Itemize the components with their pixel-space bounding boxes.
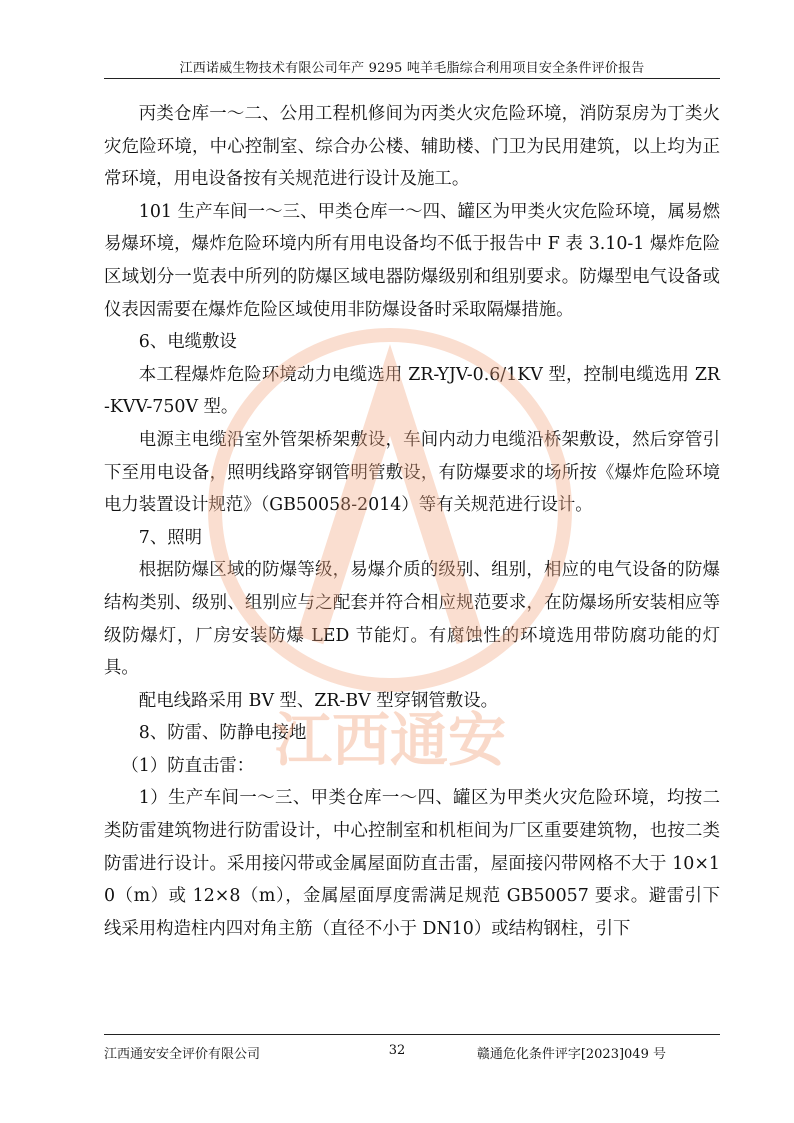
page-number: 32 <box>388 1043 406 1058</box>
footer-doc-number: 赣通危化条件评字[2023]049 号 <box>476 1047 666 1062</box>
sub-heading-direct-strike: （1）防直击雷： <box>121 755 255 776</box>
document-body <box>104 98 720 945</box>
footer-rule <box>104 1034 720 1035</box>
paragraph-6: 配电线路采用 BV 型、ZR-BV 型穿钢管敷设。 <box>138 690 498 711</box>
paragraph-1: 丙类仓库一～二、公用工程机修间为丙类火灾危险环境，消防泵房为丁类火灾危险环境，中心控制室、综合办公楼、辅助楼、门卫为民用建筑，以上均为正常环境，用电设备按有关规范进行设计及施工。 <box>104 104 720 190</box>
paragraph-3: 本工程爆炸危险环境动力电缆选用 ZR-YJV-0.6/1KV 型，控制电缆选用 ZR-KVV-750V 型。 <box>104 364 720 418</box>
paragraph-4: 电源主电缆沿室外管架桥架敷设，车间内动力电缆沿桥架敷设，然后穿管引下至用电设备，照明线路穿钢管明管敷设，有防爆要求的场所按《爆炸危险环境电力装置设计规范》（GB50058-2014）等有关规范进行设计。 <box>104 429 720 516</box>
watermark-text: 江西通安 <box>273 706 507 774</box>
page-header: 江西诺威生物技术有限公司年产 9295 吨羊毛脂综合利用项目安全条件评价报告 <box>179 61 645 76</box>
paragraph-2: 101 生产车间一～三、甲类仓库一～四、罐区为甲类火灾危险环境，属易燃易爆环境，爆炸危险环境内所有用电设备均不低于报告中 F 表 3.10-1 爆炸危险区域划分一览表中所列的防爆区域电器防爆级别和组别要求。防爆型电气设备或仪表因需要在爆炸危险区域使用非防爆设备时采取隔爆措施。 <box>104 201 720 320</box>
footer-company: 江西通安安全评价有限公司 <box>104 1047 261 1062</box>
section-heading-lighting: 7、照明 <box>138 527 203 548</box>
section-heading-lightning: 8、防雷、防静电接地 <box>138 723 307 744</box>
paragraph-5: 根据防爆区域的防爆等级，易爆介质的级别、组别，相应的电气设备的防爆结构类别、级别、组别应与之配套并符合相应规范要求，在防爆场所安装相应等级防爆灯，厂房安装防爆 LED 节能灯。有腐蚀性的环境选用带防腐功能的灯具。 <box>104 560 720 679</box>
section-heading-cable: 6、电缆敷设 <box>138 332 237 353</box>
paragraph-7: 1）生产车间一～三、甲类仓库一～四、罐区为甲类火灾危险环境，均按二类防雷建筑物进行防雷设计，中心控制室和机柜间为厂区重要建筑物，也按二类防雷进行设计。采用接闪带或金属屋面防直击雷，屋面接闪带网格不大于 10×10（m）或 12×8（m），金属屋面厚度需满足规范 GB50057 要求。避雷引下线采用构造柱内四对角主筋（直径不小于 DN10）或结构钢柱，引下 <box>104 788 720 939</box>
header-rule <box>104 78 720 79</box>
